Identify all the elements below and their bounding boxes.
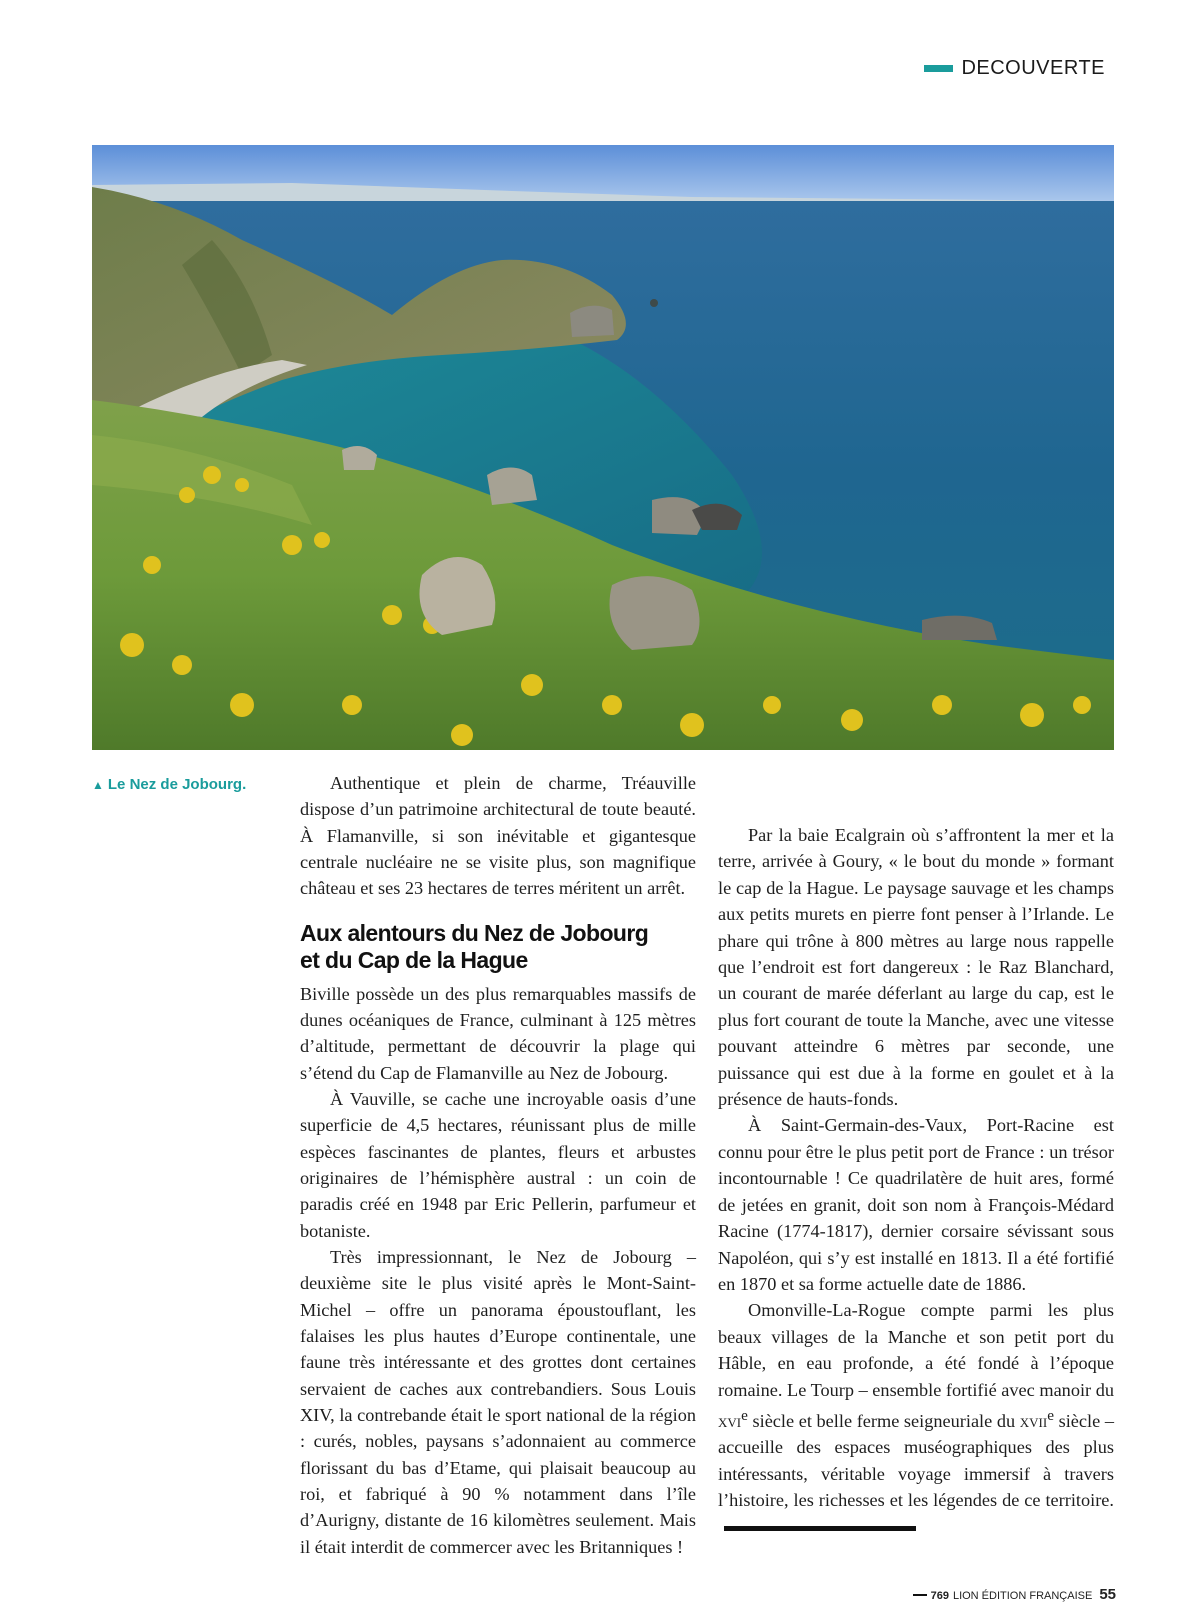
ordinal-suffix-16: e (741, 1406, 748, 1424)
article-paragraph-2: Biville possède un des plus remarquables massifs de dunes océaniques de France, culminant à 125 mètres d’altitude, permettant de découvrir la plage qui s’étend du Cap de Flamanville au Nez de Jobourg. (300, 983, 696, 1083)
section-title: DECOUVERTE (961, 57, 1105, 79)
coastline-photo (92, 145, 1114, 750)
caption-triangle-icon: ▲ (92, 778, 104, 792)
paragraph-7-part-b: siècle et belle ferme seigneuriale du (747, 1411, 1020, 1432)
century-17: xvii (1019, 1411, 1048, 1432)
century-16: xvi (718, 1411, 742, 1432)
ordinal-suffix-17: e (1047, 1406, 1054, 1424)
caption-text: Le Nez de Jobourg. (107, 776, 247, 793)
article-paragraph-5: Par la baie Ecalgrain où s’affrontent la mer et la terre, arrivée à Goury, « le bout du monde » formant le cap de la Hague. Le paysage sauvage et les champs aux petits murets en pierre font penser à l’Irlande. Le phare qui trône à 800 mètres au large nous rappelle que l’endroit est fort dangereux : le Raz Blanchard, un courant de marée déferlant au large du cap, est le plus fort courant de toute la Manche, avec une vitesse pouvant atteindre 6 mètres par seconde, une puissance qui est due à la forme en goulet et à la présence de hauts-fonds. (718, 825, 1114, 1110)
photo-caption (92, 776, 246, 793)
article-paragraph-3: À Vauville, se cache une incroyable oasis d’une superficie de 4,5 hectares, réunissant plus de mille espèces fascinantes de plantes, fleurs et arbustes originaires de l’hémisphère austral : un coin de paradis créé en 1948 par Eric Pellerin, parfumeur et botaniste. (300, 1088, 696, 1241)
paragraph-7-part-c: siècle – accueille des espaces muséographiques des plus intéressants, véritable voyage immersif à travers l’histoire, les richesses et les légendes de ce territoire. (718, 1411, 1114, 1511)
publication-name: LION ÉDITION FRANÇAISE (952, 1590, 1093, 1602)
footer-dash (913, 1594, 927, 1596)
section-accent-bar (924, 65, 953, 72)
article-paragraph-4: Très impressionnant, le Nez de Jobourg – deuxième site le plus visité après le Mont-Saint-Michel – offre un panorama époustouflant, les falaises les plus hautes d’Europe continentale, une faune très intéressante et des grottes dont certaines servaient de caches aux contrebandiers. Sous Louis XIV, la contrebande était le sport national de la région : curés, nobles, paysans s’adonnaient au commerce florissant du bas d’Etame, qui plaisait beaucoup au roi, et fabriqué à 90 % notamment dans l’île d’Aurigny, distante de 16 kilomètres seulement. Mais il était interdit de commercer avec les Britanniques ! (300, 1246, 696, 1557)
page-footer (913, 1586, 1116, 1603)
subheading-line-1: Aux alentours du Nez de Jobourg (300, 919, 649, 946)
article-paragraph-1: Authentique et plein de charme, Tréauville dispose d’un patrimoine architectural de toute beauté. À Flamanville, si son inévitable et gigantesque centrale nucléaire ne se visite plus, son magnifique château et ses 23 hectares de terres méritent un arrêt. (300, 773, 696, 899)
issue-number: 769 (930, 1590, 949, 1602)
article-column-2 (718, 822, 1114, 1540)
article-paragraph-6: À Saint-Germain-des-Vaux, Port-Racine est connu pour être le plus petit port de France : un trésor incontournable ! Ce quadrilatère de huit ares, formé de jetées en granit, doit son nom à François-Médard Racine (1774-1817), dernier corsaire sévissant sous Napoléon, qui s’y est installé en 1813. Il a été fortifié en 1870 et sa forme actuelle date de 1886. (718, 1115, 1114, 1294)
section-label (924, 57, 1105, 80)
article-column-1 (300, 770, 696, 1560)
end-of-article-rule (724, 1526, 916, 1531)
article-subheading (300, 920, 696, 974)
subheading-line-2: et du Cap de la Hague (300, 946, 528, 973)
paragraph-7-part-a: Omonville-La-Rogue compte parmi les plus beaux villages de la Manche et son petit port du Hâble, en eau profonde, a été fondé à l’époque romaine. Le Tourp – ensemble fortifié avec manoir du (718, 1300, 1114, 1400)
page-number: 55 (1099, 1586, 1116, 1603)
article-paragraph-7 (718, 1297, 1114, 1540)
